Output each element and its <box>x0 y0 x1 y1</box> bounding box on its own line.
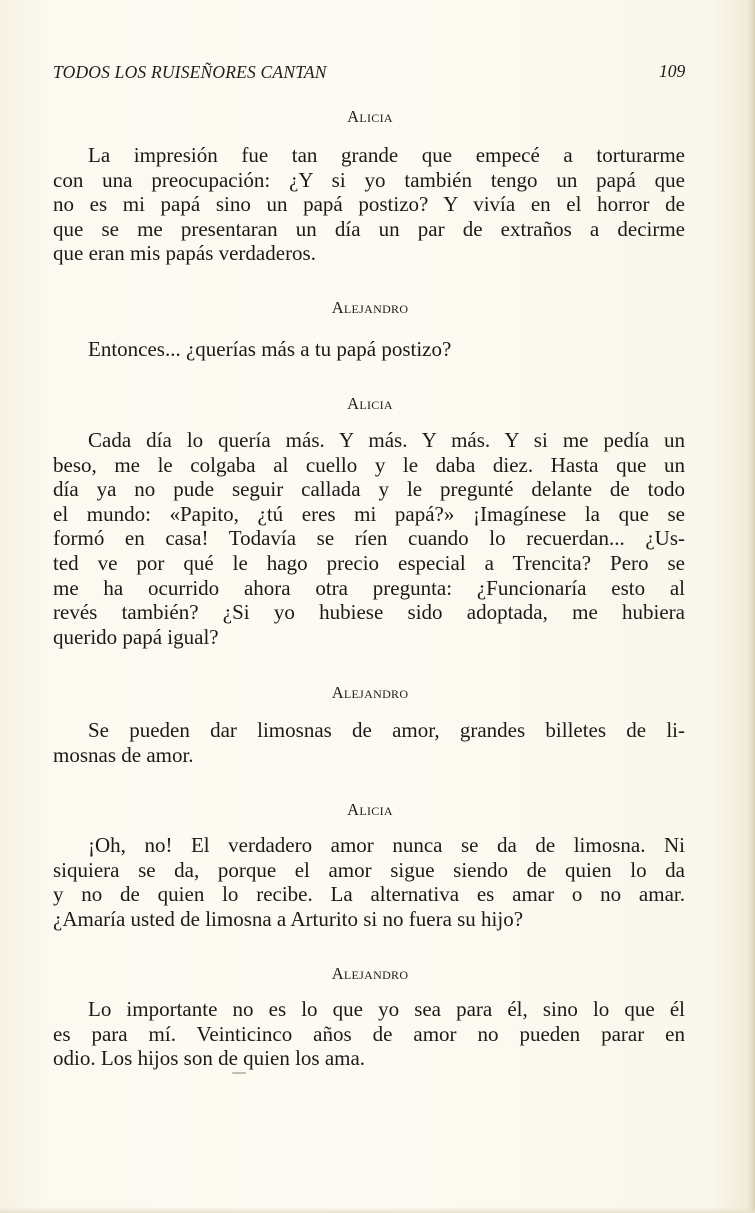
speech-line: ¡Oh, no! El verdadero amor nunca se da de limosna. Ni <box>88 833 685 857</box>
speech-paragraph <box>53 997 685 1071</box>
speech-paragraph <box>53 718 685 767</box>
speaker-name: Alejandro <box>331 683 409 702</box>
speech-line: formó en casa! Todavía se ríen cuando lo recuerdan... ¿Us- <box>53 526 685 551</box>
speech-line: La impresión fue tan grande que empecé a torturarme <box>88 143 685 167</box>
running-head-title: TODOS LOS RUISEÑORES CANTAN <box>53 62 327 82</box>
speech-line: revés también? ¿Si yo hubiese sido adoptada, me hubiera <box>53 600 685 625</box>
speech-line: el mundo: «Papito, ¿tú eres mi papá?» ¡Imagínese la que se <box>53 501 685 526</box>
speech-line: Se pueden dar limosnas de amor, grandes billetes de li- <box>88 718 685 742</box>
speech-line: querido papá igual? <box>53 624 219 649</box>
speech-line: ¿Amaría usted de limosna a Arturito si no fuera su hijo? <box>53 906 524 931</box>
speaker-name: Alejandro <box>331 298 409 317</box>
speech-line: y no de quien lo recibe. La alternativa es amar o no amar. <box>53 882 685 907</box>
speech-line: con una preocupación: ¿Y si yo también tengo un papá que <box>53 167 685 192</box>
speech-paragraph <box>53 143 685 266</box>
speech-line: no es mi papá sino un papá postizo? Y vivía en el horror de <box>53 192 685 217</box>
speech-paragraph <box>53 833 685 931</box>
page-number: 109 <box>659 61 686 81</box>
speech-line: mosnas de amor. <box>53 742 194 767</box>
speaker-name: Alicia <box>347 800 393 819</box>
speaker-name: Alicia <box>347 394 393 413</box>
speech-line: Cada día lo quería más. Y más. Y más. Y si me pedía un <box>88 428 685 452</box>
speech-paragraph <box>53 337 685 362</box>
speech-paragraph <box>53 428 685 649</box>
speech-line: que se me presentaran un día un par de extraños a decirme <box>53 216 685 241</box>
page-bottom-shadow <box>0 1207 755 1213</box>
print-mark <box>232 1072 246 1074</box>
page-edge-shadow <box>747 0 755 1213</box>
speech-line: ted ve por qué le hago precio especial a Trencita? Pero se <box>53 550 685 575</box>
speech-line: día ya no pude seguir callada y le pregunté delante de todo <box>53 477 685 502</box>
speech-line: siquiera se da, porque el amor sigue siendo de quien lo da <box>53 857 685 882</box>
speech-line: es para mí. Veinticinco años de amor no pueden parar en <box>53 1021 685 1046</box>
speech-line: me ha ocurrido ahora otra pregunta: ¿Funcionaría esto al <box>53 575 685 600</box>
speech-line: Entonces... ¿querías más a tu papá postizo? <box>88 337 452 361</box>
speaker-name: Alejandro <box>331 964 409 983</box>
speech-line: que eran mis papás verdaderos. <box>53 241 316 266</box>
speech-line: Lo importante no es lo que yo sea para él, sino lo que él <box>88 997 685 1021</box>
speaker-name: Alicia <box>347 107 393 126</box>
speech-line: beso, me le colgaba al cuello y le daba diez. Hasta que un <box>53 452 685 477</box>
speech-line: odio. Los hijos son de quien los ama. <box>53 1046 366 1071</box>
